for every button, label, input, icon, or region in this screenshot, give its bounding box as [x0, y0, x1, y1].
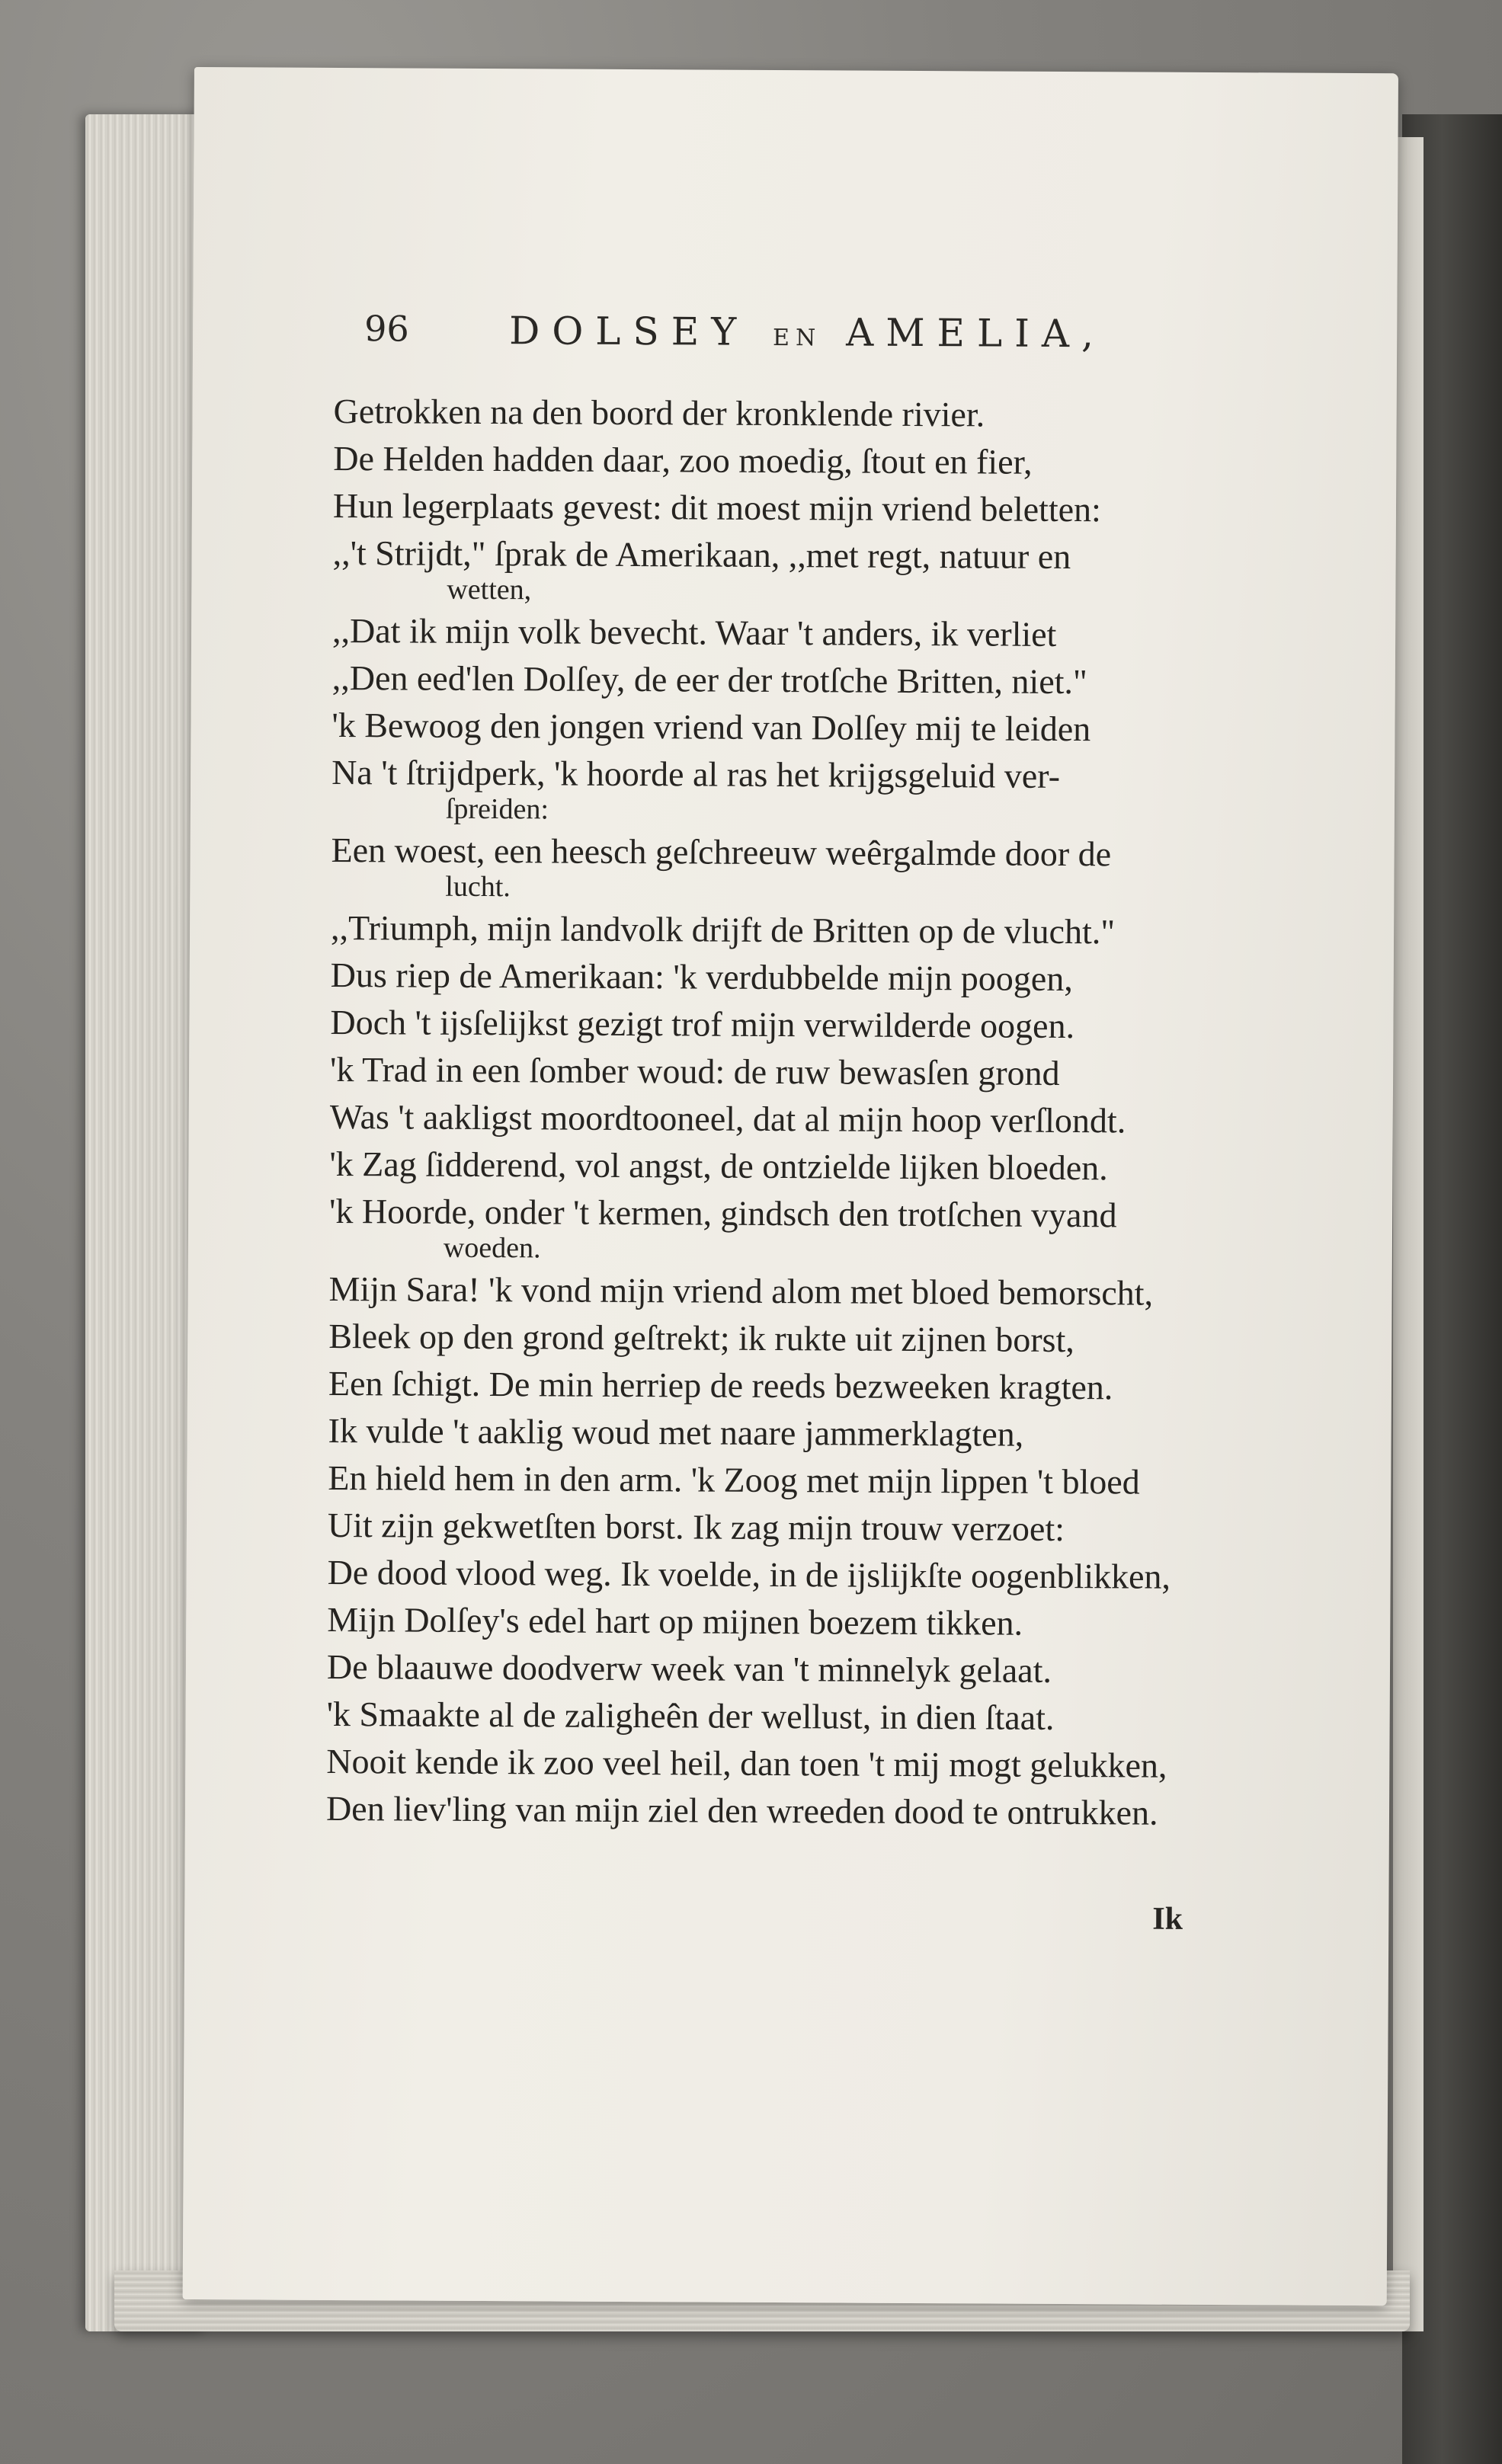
poem-line: ,,Dat ik mijn volk bevecht. Waar 't anders, ik verliet	[331, 610, 1057, 654]
poem-line: Nooit kende ik zoo veel heil, dan toen 't mij mogt gelukken,	[326, 1741, 1167, 1785]
poem-line: Ik vulde 't aaklig woud met naare jammerklagten,	[328, 1410, 1024, 1454]
title-part2: AMELIA,	[846, 310, 1106, 357]
poem-line: Getrokken na den boord der kronklende rivier.	[333, 391, 985, 434]
page-header	[364, 308, 1340, 382]
poem-line: De dood vlood weg. Ik voelde, in de ijslijkſte oogenblikken,	[327, 1552, 1171, 1596]
poem-line: ,,Triumph, mijn landvolk drijft de Britten op de vlucht."	[330, 907, 1116, 952]
poem-line: Mijn Dolſey's edel hart op mijnen boezem tikken.	[327, 1599, 1023, 1643]
poem-line: Mijn Sara! 'k vond mijn vriend alom met bloed bemorscht,	[328, 1269, 1154, 1313]
poem-line-continuation: ſpreiden:	[445, 792, 549, 826]
catchword: Ik	[1152, 1901, 1183, 1937]
running-title	[509, 309, 1106, 356]
poem-line: Bleek op den grond geſtrekt; ik rukte uit zijnen borst,	[328, 1316, 1074, 1360]
poem-line: 'k Trad in een ſomber woud: de ruw bewasſen grond	[329, 1049, 1060, 1093]
poem-line: Na 't ſtrijdperk, 'k hoorde al ras het krijgsgeluid ver-	[331, 752, 1061, 795]
poem-line: Doch 't ijsſelijkst gezigt trof mijn verwilderde oogen.	[330, 1002, 1075, 1046]
poem-line: 'k Hoorde, onder 't kermen, gindsch den trotſchen vyand	[329, 1191, 1117, 1235]
poem-text	[326, 388, 1340, 1838]
poem-line: En hield hem in den arm. 'k Zoog met mijn lippen 't bloed	[328, 1458, 1140, 1502]
poem-line: Dus riep de Amerikaan: 'k verdubbelde mijn poogen,	[330, 955, 1073, 999]
poem-line: De Helden hadden daar, zoo moedig, ſtout en fier,	[333, 438, 1033, 482]
poem-line: Een woest, een heesch geſchreeuw weêrgalmde door de	[331, 830, 1112, 874]
page-number: 96	[364, 308, 409, 350]
poem-line-continuation: lucht.	[445, 870, 511, 904]
poem-line: 'k Zag ſidderend, vol angst, de ontzielde lijken bloeden.	[329, 1144, 1108, 1188]
poem-line: De blaauwe doodverw week van 't minnelyk gelaat.	[326, 1646, 1052, 1690]
poem-line-continuation: wetten,	[447, 573, 532, 606]
title-connector: EN	[773, 324, 822, 352]
poem-line-continuation: woeden.	[443, 1231, 541, 1265]
poem-line: ,,Den eed'len Dolſey, de eer der trotſche Britten, niet."	[331, 658, 1087, 702]
poem-line: Hun legerplaats gevest: dit moest mijn vriend beletten:	[332, 485, 1102, 530]
facing-page-edge	[1393, 137, 1424, 2331]
poem-line: Een ſchigt. De min herriep de reeds bezweeken kragten.	[328, 1363, 1113, 1407]
book-page	[183, 67, 1398, 2306]
title-part1: DOLSEY	[509, 309, 749, 354]
poem-line: Den liev'ling van mijn ziel den wreeden dood te ontrukken.	[325, 1788, 1158, 1832]
poem-line: ,,'t Strijdt," ſprak de Amerikaan, ,,met regt, natuur en	[332, 533, 1071, 577]
poem-line: Was 't aakligst moordtooneel, dat al mijn hoop verſlondt.	[329, 1096, 1126, 1141]
poem-line: 'k Smaakte al de zaligheên der wellust, in dien ſtaat.	[326, 1694, 1055, 1737]
poem-line: 'k Bewoog den jongen vriend van Dolſey mij te leiden	[331, 705, 1091, 749]
poem-line: Uit zijn gekwetſten borst. Ik zag mijn trouw verzoet:	[327, 1505, 1065, 1549]
